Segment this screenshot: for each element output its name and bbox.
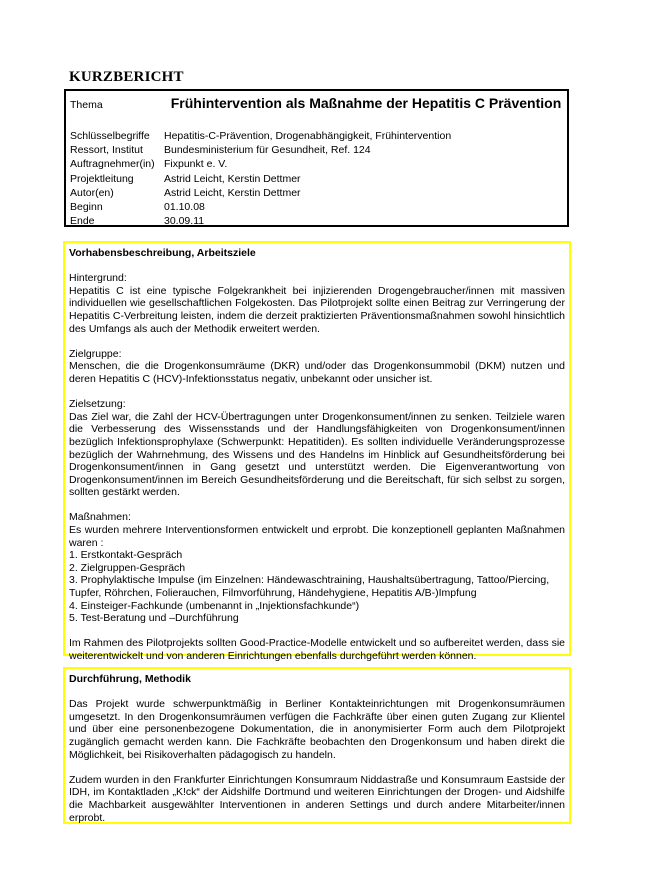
measures-intro: Es wurden mehrere Interventionsformen entwickelt und erprobt. Die konzeptionell geplanten Maßnahmen waren : [69,524,565,549]
methodology-paragraph: Zudem wurden in den Frankfurter Einrichtungen Konsumraum Niddastraße und Konsumraum Eastside der IDH, im Kontaktladen „K!ck“ der Aidshilfe Dortmund und weiteren Einrichtungen der Drogen- und Aidshilfe die Machbarkeit ausgewählter Interventionen in anderen Settings und durch andere Mitarbeiter/innen erprobt. [69,773,565,824]
section-heading: Vorhabensbeschreibung, Arbeitsziele [69,247,256,259]
background-block [69,272,565,335]
meta-label: Ende [70,215,95,228]
measures-list-item: 4. Einsteiger-Fachkunde (umbenannt in „Injektionsfachkunde“) [69,599,360,612]
meta-row-contractor [70,157,451,171]
metadata-rows [70,129,451,228]
target-group-block [69,348,565,386]
measures-list-item: 1. Erstkontakt-Gespräch [69,549,183,562]
meta-label: Projektleitung [70,172,134,185]
meta-row-start [70,200,451,214]
meta-row-ressort [70,143,451,157]
meta-row-project-lead [70,172,451,186]
meta-value: 30.09.11 [164,215,205,228]
measures-label: Maßnahmen: [69,511,131,524]
goals-block [69,398,565,499]
metadata-box [64,89,569,227]
measures-block [69,511,565,624]
methodology-paragraph: Das Projekt wurde schwerpunktmäßig in Berliner Kontakteinrichtungen mit Drogenkonsumräumen umgesetzt. In den Drogenkonsumräumen verfügen die Fachkräfte über einen guten Zugang zur Klientel und über eine personenbezogene Dokumentation, die in anonymisierter Form auch dem Pilotprojekt zugänglich gemacht werden kann. Die Fachkräfte beobachten den Drogenkonsum und haben direkt die Möglichkeit, bei Risikoverhalten pädagogisch zu handeln. [69,698,565,761]
meta-row-end [70,214,451,228]
meta-label: Auftragnehmer(in) [70,158,155,171]
meta-label: Ressort, Institut [70,144,143,157]
meta-label: Autor(en) [70,186,114,199]
goals-text: Das Ziel war, die Zahl der HCV-Übertragungen unter Drogenkonsument/innen zu senken. Teilziele waren die Verbesserung des Wissensstands und der Handlungsfähigkeiten von Drogenkonsument/innen bezüglich Infektionsprophylaxe (Schwerpunkt: Hepatitiden). Es sollten individuelle Veränderungsprozesse bezüglich der Wahrnehmung, des Wissens und des Handelns im Hinblick auf Gesundheitsförderung bei Drogenkonsument/innen in Gang gesetzt und unterstützt werden. Die Eigenverantwortung von Drogenkonsument/innen im Bereich Gesundheitsförderung und die Bereitschaft, für sich selbst zu sorgen, sollten gestärkt werden. [69,410,565,499]
meta-label: Schlüsselbegriffe [70,130,150,142]
background-text: Hepatitis C ist eine typische Folgekrankheit bei injizierenden Drogengebraucher/innen mit massiven individuellen wie gesellschaftlichen Folgekosten. Das Pilotprojekt sollte einen Beitrag zur Verringerung der Hepatitis C-Verbreitung leisten, indem die derzeit praktizierten Präventionsmaßnahmen sowohl hinsichtlich des Umfangs als auch der Methodik erweitert werden. [69,284,565,335]
target-group-label: Zielgruppe: [69,347,122,360]
meta-value: Astrid Leicht, Kerstin Dettmer [164,172,301,185]
measures-list-item: 2. Zielgruppen-Gespräch [69,561,186,574]
thema-title: Frühintervention als Maßnahme der Hepatitis C Prävention [170,95,562,111]
meta-label: Beginn [70,201,103,214]
goals-label: Zielsetzung: [69,398,126,411]
measures-list-item: 3. Prophylaktische Impulse (im Einzelnen: Händewaschtraining, Haushaltsübertragung, Tattoo/Piercing, Tupfer, Röhrchen, Folierauchen, Filmvorführung, Händehygiene, Hepatitis A/B-)Impfung [69,574,550,600]
meta-value: Astrid Leicht, Kerstin Dettmer [164,186,301,199]
meta-value: Fixpunkt e. V. [164,158,228,171]
meta-value: Bundesministerium für Gesundheit, Ref. 124 [164,144,371,157]
meta-value: 01.10.08 [164,201,205,214]
target-group-text: Menschen, die die Drogenkonsumräume (DKR) und/oder das Drogenkonsummobil (DKM) nutzen und deren Hepatitis C (HCV)-Infektionsstatus negativ, unbekannt oder unsicher ist. [69,360,565,385]
report-heading: KURZBERICHT [69,69,184,85]
meta-value: Hepatitis-C-Prävention, Drogenabhängigkeit, Frühintervention [164,130,452,142]
background-label: Hintergrund: [69,272,127,285]
section-heading: Durchführung, Methodik [69,673,191,685]
meta-row-keywords [70,129,451,143]
closing-text: Im Rahmen des Pilotprojekts sollten Good-Practice-Modelle entwickelt und so aufbereitet werden, dass sie weiterentwickelt und von anderen Einrichtungen ebenfalls durchgeführt werden können. [69,637,565,662]
measures-list-item: 5. Test-Beratung und –Durchführung [69,612,239,625]
section-objectives [63,241,571,662]
section-methodology [63,667,571,824]
meta-row-authors [70,186,451,200]
thema-label: Thema [70,99,103,111]
